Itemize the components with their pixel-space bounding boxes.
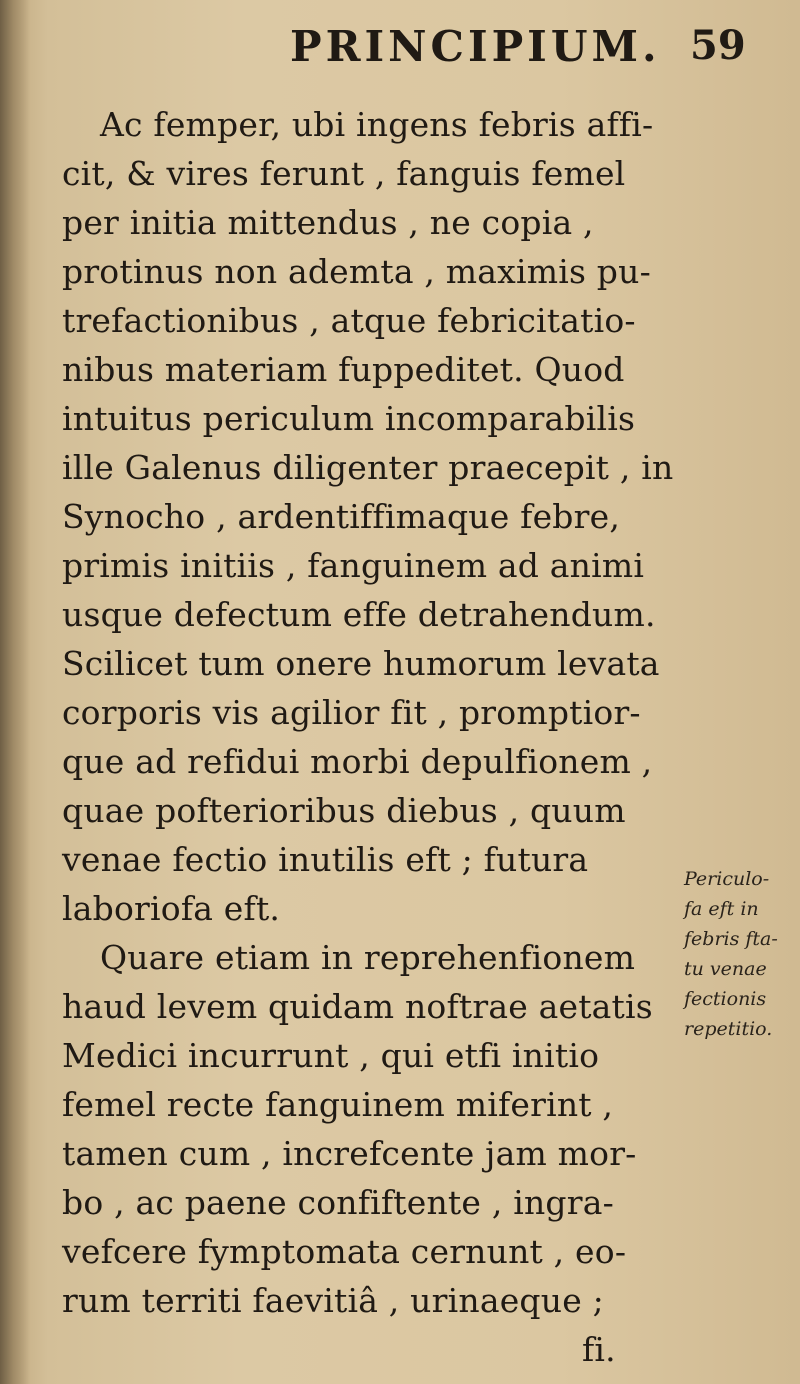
text-line: venae fectio inutilis eft ; futura bbox=[62, 840, 589, 879]
running-head: PRINCIPIUM. bbox=[290, 22, 661, 71]
margin-note-line: febris fta- bbox=[684, 928, 778, 950]
text-line: rum territi faevitiâ , urinaeque ; bbox=[62, 1281, 604, 1320]
binding-shadow bbox=[0, 0, 30, 1384]
text-line: que ad refidui morbi depulfionem , bbox=[62, 742, 653, 781]
text-line: femel recte fanguinem miferint , bbox=[62, 1085, 614, 1124]
margin-note bbox=[684, 866, 800, 1046]
margin-note-line: tu venae bbox=[684, 958, 767, 980]
text-line: quae pofterioribus diebus , quum bbox=[62, 791, 626, 830]
text-line: corporis vis agilior fit , promptior- bbox=[62, 693, 641, 732]
text-line: protinus non ademta , maximis pu- bbox=[62, 252, 651, 291]
text-line: Scilicet tum onere humorum levata bbox=[62, 644, 660, 683]
catchword: fi. bbox=[582, 1330, 616, 1369]
text-line: Ac femper, ubi ingens febris affi- bbox=[100, 105, 654, 144]
text-line: primis initiis , fanguinem ad animi bbox=[62, 546, 645, 585]
page-header bbox=[0, 22, 800, 82]
margin-note-line: fectionis bbox=[684, 988, 767, 1010]
margin-note-line: fa eft in bbox=[684, 898, 759, 920]
text-line: haud levem quidam noftrae aetatis bbox=[62, 987, 653, 1026]
text-line: intuitus periculum incomparabilis bbox=[62, 399, 636, 438]
text-line: ille Galenus diligenter praecepit , in bbox=[62, 448, 674, 487]
body-text bbox=[62, 100, 674, 1374]
text-line: bo , ac paene confiftente , ingra- bbox=[62, 1183, 614, 1222]
text-line: Medici incurrunt , qui etfi initio bbox=[62, 1036, 600, 1075]
text-line: usque defectum effe detrahendum. bbox=[62, 595, 656, 634]
margin-note-line: repetitio. bbox=[684, 1018, 773, 1040]
text-line: tamen cum , increfcente jam mor- bbox=[62, 1134, 637, 1173]
text-line: per initia mittendus , ne copia , bbox=[62, 203, 594, 242]
text-line: nibus materiam fuppeditet. Quod bbox=[62, 350, 625, 389]
margin-note-line: Periculo- bbox=[684, 868, 770, 890]
text-line: Synocho , ardentiffimaque febre, bbox=[62, 497, 621, 536]
text-line: trefactionibus , atque febricitatio- bbox=[62, 301, 636, 340]
text-line: vefcere fymptomata cernunt , eo- bbox=[62, 1232, 627, 1271]
text-line: Quare etiam in reprehenfionem bbox=[100, 938, 636, 977]
text-line: cit, & vires ferunt , fanguis femel bbox=[62, 154, 626, 193]
page-number: 59 bbox=[690, 22, 746, 69]
text-line: laboriofa eft. bbox=[62, 889, 281, 928]
